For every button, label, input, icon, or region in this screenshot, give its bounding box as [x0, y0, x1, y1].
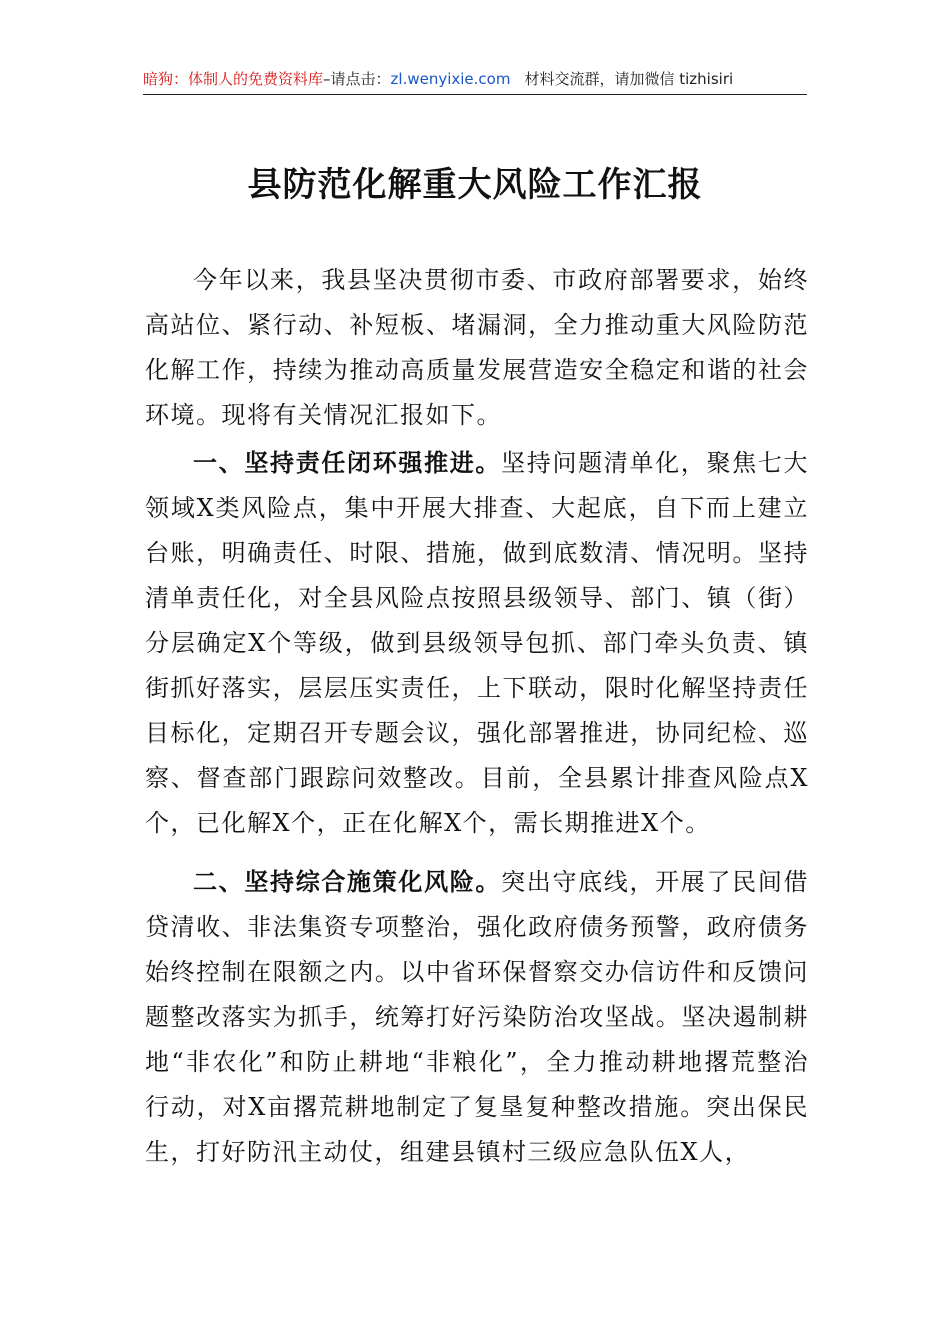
document-title: 县防范化解重大风险工作汇报: [247, 165, 703, 205]
section-1-heading: 一、坚持责任闭环强推进。: [193, 449, 502, 477]
section-2-heading: 二、坚持综合施策化风险。: [193, 868, 502, 896]
section-2-paragraph: [145, 860, 809, 1175]
header-contact: 材料交流群，请加微信 tizhisiri: [524, 70, 734, 88]
section-1-text: 坚持问题清单化，聚焦七大领域X类风险点，集中开展大排查、大起底，自下而上建立台账，明确责任、时限、措施，做到底数清、情况明。坚持清单责任化，对全县风险点按照县级领导、部门、镇（街）分层确定X个等级，做到县级领导包抓、部门牵头负责、镇街抓好落实，层层压实责任，上下联动，限时化解坚持责任目标化，定期召开专题会议，强化部署推进，协同纪检、巡察、督查部门跟踪问效整改。目前，全县累计排查风险点X个，已化解X个，正在化解X个，需长期推进X个。: [145, 449, 810, 837]
section-1-paragraph: [145, 441, 809, 846]
header-site-name: 暗狗：体制人的免费资料库: [143, 70, 324, 88]
document-body: [145, 258, 809, 1175]
header-click-prompt: –请点击：: [323, 70, 391, 88]
section-2-text: 突出守底线，开展了民间借贷清收、非法集资专项整治，强化政府债务预警，政府债务始终控制在限额之内。以中省环保督察交办信访件和反馈问题整改落实为抓手，统筹打好污染防治攻坚战。坚决遏制耕地“非农化”和防止耕地“非粮化”，全力推动耕地撂荒整治行动，对X亩撂荒耕地制定了复垦复种整改措施。突出保民生，打好防汛主动仗，组建县镇村三级应急队伍X人，: [145, 868, 810, 1166]
intro-paragraph: 今年以来，我县坚决贯彻市委、市政府部署要求，始终高站位、紧行动、补短板、堵漏洞，全力推动重大风险防范化解工作，持续为推动高质量发展营造安全稳定和谐的社会环境。现将有关情况汇报如下。: [145, 266, 809, 429]
watermark-header: [143, 64, 807, 95]
header-url-link[interactable]: zl.wenyixie.com: [390, 70, 511, 88]
